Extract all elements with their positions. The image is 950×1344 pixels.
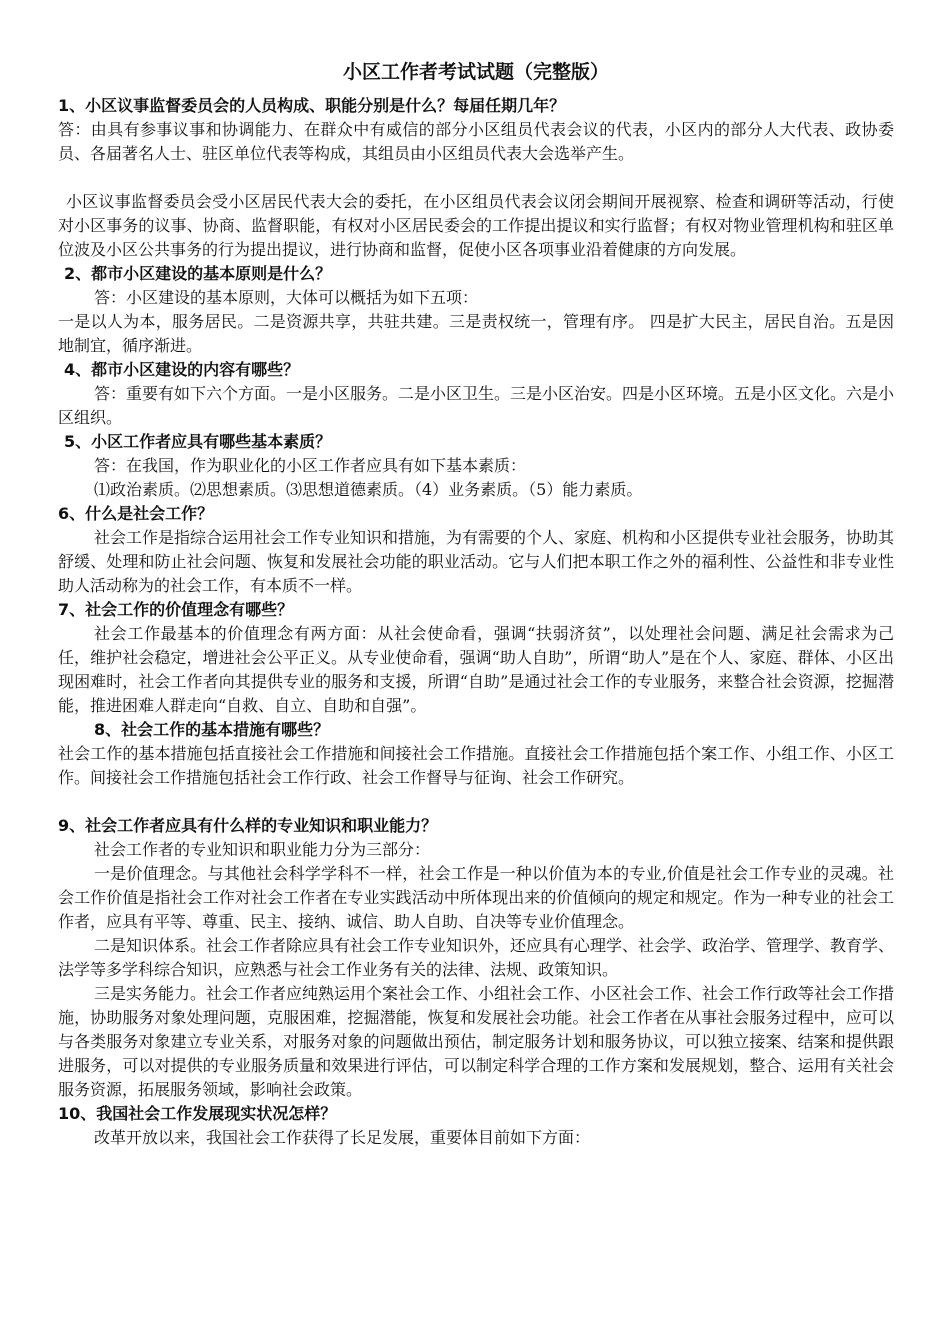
- answer-6-para-1: 社会工作是指综合运用社会工作专业知识和措施，为有需要的个人、家庭、机构和小区提供专业社会服务，协助其舒缓、处理和防止社会问题、恢复和发展社会功能的职业活动。它与人们把本职工作之外的福利性、公益性和非专业性助人活动称为的社会工作，有本质不一样。: [58, 528, 895, 595]
- answer-10-para-1: 改革开放以来，我国社会工作获得了长足发展，重要体目前如下方面：: [94, 1128, 591, 1147]
- answer-2-para-1: 答：小区建设的基本原则，大体可以概括为如下五项：: [94, 288, 479, 307]
- answer-9-para-4: 三是实务能力。社会工作者应纯熟运用个案社会工作、小组社会工作、小区社会工作、社会工作行政等社会工作措施，协助服务对象处理问题，克服困难，挖掘潜能，恢复和发展社会功能。社会工作者在从事社会服务过程中，应可以与各类服务对象建立专业关系，对服务对象的问题做出预估，制定服务计划和服务协议，可以独立接案、结案和提供跟进服务，可以对提供的专业服务质量和效果进行评估，可以制定科学合理的工作方案和发展规划，整合、运用有关社会服务资源，拓展服务领域，影响社会政策。: [58, 984, 895, 1099]
- answer-8-para-1: 社会工作的基本措施包括直接社会工作措施和间接社会工作措施。直接社会工作措施包括个案工作、小组工作、小区工作。间接社会工作措施包括社会工作行政、社会工作督导与征询、社会工作研究。: [58, 744, 894, 787]
- answer-5-para-2: ⑴政治素质。⑵思想素质。⑶思想道德素质。（4）业务素质。（5）能力素质。: [94, 480, 643, 499]
- document-page: [58, 58, 894, 1150]
- question-8: 8、社会工作的基本措施有哪些？: [94, 720, 330, 739]
- blank-line: [58, 790, 894, 814]
- answer-9-para-2: 一是价值理念。与其他社会科学学科不一样，社会工作是一种以价值为本的专业,价值是社会工作专业的灵魂。社会工作价值是指社会工作对社会工作者在专业实践活动中所体现出来的价值倾向的规定和规定。作为一种专业的社会工作者，应具有平等、尊重、民主、接纳、诚信、助人自助、自决等专业价值理念。: [58, 864, 894, 931]
- question-2: 2、都市小区建设的基本原则是什么？: [64, 264, 332, 283]
- question-9: 9、社会工作者应具有什么样的专业知识和职业能力？: [58, 816, 438, 835]
- answer-5-para-1: 答：在我国，作为职业化的小区工作者应具有如下基本素质：: [94, 456, 527, 475]
- answer-9-para-1: 社会工作者的专业知识和职业能力分为三部分：: [94, 840, 431, 859]
- answer-9-para-3: 二是知识体系。社会工作者除应具有社会工作专业知识外，还应具有心理学、社会学、政治学、管理学、教育学、法学等多学科综合知识，应熟悉与社会工作业务有关的法律、法规、政策知识。: [58, 936, 895, 979]
- answer-1-para-1: 答：由具有参事议事和协调能力、在群众中有威信的部分小区组员代表会议的代表，小区内的部分人大代表、政协委员、各届著名人士、驻区单位代表等构成，其组员由小区组员代表大会选举产生。: [58, 120, 894, 163]
- answer-4-para-1: 答：重要有如下六个方面。一是小区服务。二是小区卫生。三是小区治安。四是小区环境。五是小区文化。六是小区组织。: [58, 384, 895, 427]
- question-4: 4、都市小区建设的内容有哪些？: [64, 360, 300, 379]
- question-7: 7、社会工作的价值理念有哪些？: [58, 600, 294, 619]
- question-1: 1、小区议事监督委员会的人员构成、职能分别是什么？每届任期几年？: [58, 96, 566, 115]
- document-title: 小区工作者考试试题（完整版）: [342, 61, 609, 83]
- blank-line: [58, 166, 894, 190]
- question-10: 10、我国社会工作发展现实状况怎样？: [58, 1104, 337, 1123]
- question-5: 5、小区工作者应具有哪些基本素质？: [64, 432, 332, 451]
- answer-1-para-2: 小区议事监督委员会受小区居民代表大会的委托，在小区组员代表会议闭会期间开展视察、检查和调研等活动，行使对小区事务的议事、协商、监督职能，有权对小区居民委会的工作提出提议和实行监督；有权对物业管理机构和驻区单位波及小区公共事务的行为提出提议，进行协商和监督，促使小区各项事业沿着健康的方向发展。: [58, 192, 894, 259]
- answer-7-para-1: 社会工作最基本的价值理念有两方面：从社会使命看，强调“扶弱济贫”，以处理社会问题、满足社会需求为己任，维护社会稳定，增进社会公平正义。从专业使命看，强调“助人自助”，所谓“助人”是在个人、家庭、群体、小区出现困难时，社会工作者向其提供专业的服务和支援，所谓“自助”是通过社会工作的专业服务，来整合社会资源，挖掘潜能，推进困难人群走向“自救、自立、自助和自强”。: [58, 624, 894, 715]
- answer-2-para-2: 一是以人为本，服务居民。二是资源共享，共驻共建。三是责权统一，管理有序。 四是扩大民主，居民自治。五是因地制宜，循序渐进。: [58, 312, 894, 355]
- question-6: 6、什么是社会工作？: [58, 504, 214, 523]
